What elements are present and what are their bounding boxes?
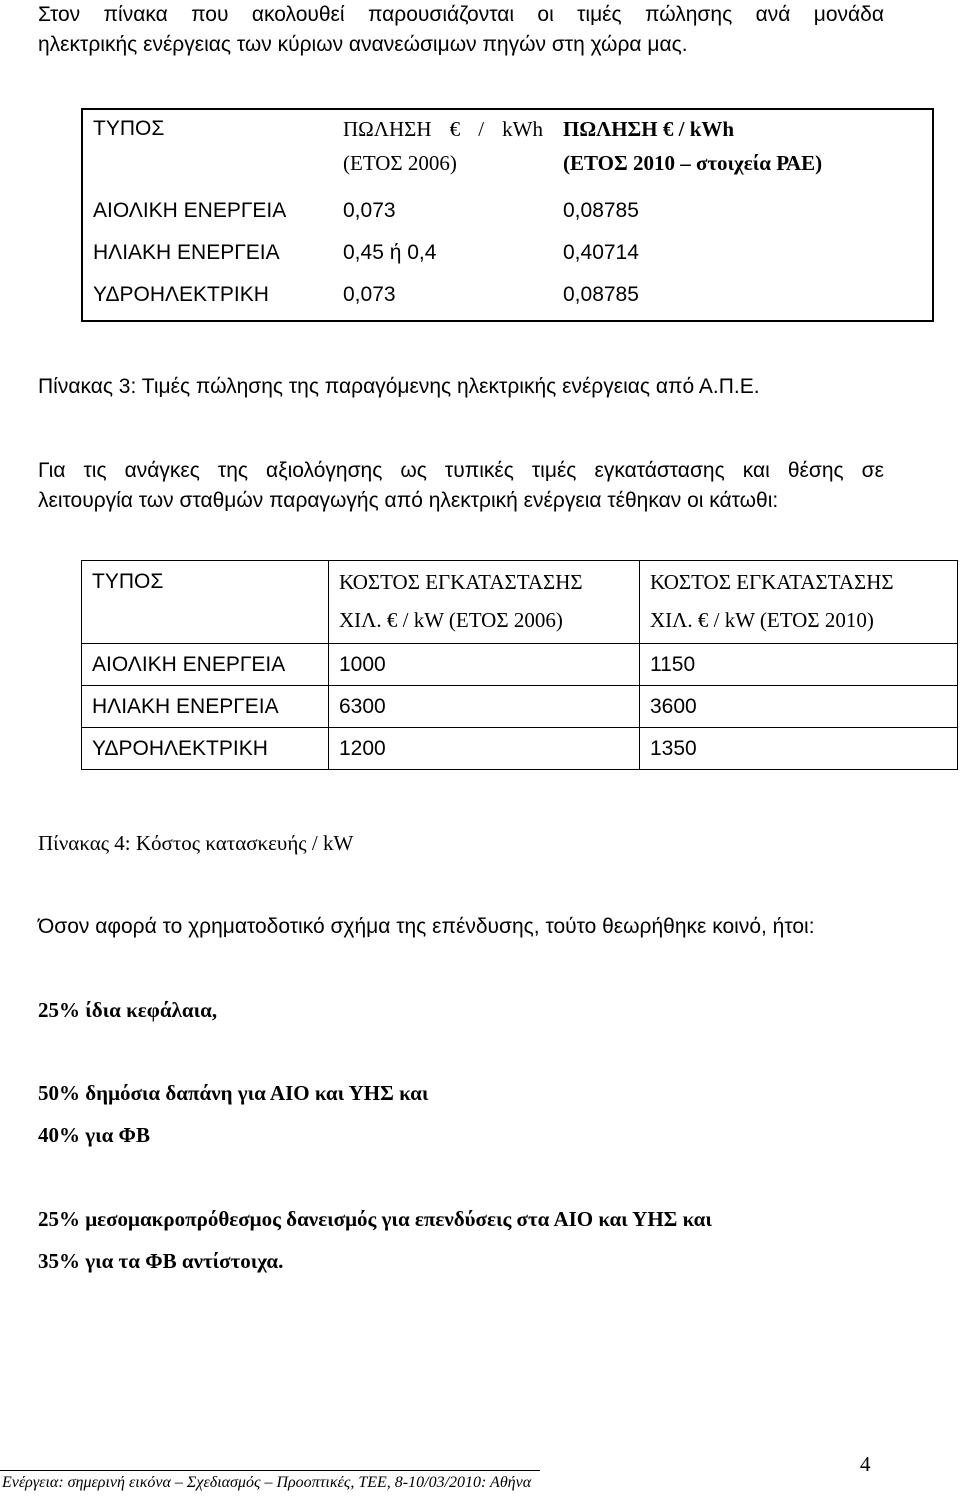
euro-icon: € bbox=[386, 608, 398, 632]
financing-equity: 25% ίδια κεφάλαια, bbox=[38, 998, 218, 1022]
euro-icon: € bbox=[662, 117, 674, 141]
header-cost-2010: ΚΟΣΤΟΣ ΕΓΚΑΤΑΣΤΑΣΗΣ ΧΙΛ. € / kW (ΕΤΟΣ 2010) bbox=[640, 561, 958, 644]
table-header-row bbox=[82, 109, 933, 190]
header-type: ΤΥΠΟΣ bbox=[82, 561, 329, 644]
footer-text: Ενέργεια: σημερινή εικόνα – Σχεδιασμός – Προοπτικές, ΤΕΕ, 8-10/03/2010: Αθήνα bbox=[2, 1474, 532, 1491]
header-sale-2010: ΠΩΛΗΣΗ € / kWh (ΕΤΟΣ 2010 – στοιχεία ΡΑΕ) bbox=[563, 117, 823, 175]
financing-loan-line-1: 25% μεσομακροπρόθεσμος δανεισμός για επενδύσεις στα ΑΙΟ και ΥΗΣ και bbox=[38, 1207, 712, 1231]
table-header-row bbox=[82, 561, 958, 644]
financing-subsidy-line-1: 50% δημόσια δαπάνη για ΑΙΟ και ΥΗΣ και bbox=[38, 1081, 429, 1105]
header-sale-2006: ΠΩΛΗΣΗ € / kWh (ΕΤΟΣ 2006) bbox=[333, 109, 553, 190]
page-number: 4 bbox=[860, 1452, 871, 1476]
para2-line-2: λειτουργία των σταθμών παραγωγής από ηλεκτρική ενέργεια τέθηκαν οι κάτωθι: bbox=[38, 489, 779, 512]
footer-divider bbox=[0, 1470, 540, 1471]
financing-subsidy-line-2: 40% για ΦΒ bbox=[38, 1123, 150, 1147]
evaluation-paragraph bbox=[38, 456, 884, 516]
header-type: ΤΥΠΟΣ bbox=[93, 117, 165, 140]
euro-icon: € bbox=[449, 117, 461, 141]
intro-line-1: Στον πίνακα που ακολουθεί παρουσιάζονται οι τιμές πώλησης ανά μονάδα bbox=[38, 3, 884, 26]
financing-intro: Όσον αφορά το χρηματοδοτικό σχήμα της επένδυσης, τούτο θεωρήθηκε κοινό, ήτοι: bbox=[38, 915, 815, 938]
table-row: ΥΔΡΟΗΛΕΚΤΡΙΚΗ 0,073 0,08785 bbox=[93, 283, 639, 306]
installation-cost-table bbox=[81, 560, 958, 770]
para2-line-1: Για τις ανάγκες της αξιολόγησης ως τυπικές τιμές εγκατάστασης και θέσης σε bbox=[38, 459, 884, 482]
table3-caption: Πίνακας 3: Τιμές πώλησης της παραγόμενης ηλεκτρικής ενέργειας από Α.Π.Ε. bbox=[38, 375, 760, 398]
header-cost-2006: ΚΟΣΤΟΣ ΕΓΚΑΤΑΣΤΑΣΗΣ ΧΙΛ. € / kW (ΕΤΟΣ 2006) bbox=[329, 561, 640, 644]
intro-paragraph bbox=[38, 0, 884, 60]
table-row: ΥΔΡΟΗΛΕΚΤΡΙΚΗ 1200 1350 bbox=[82, 728, 958, 770]
table-row: ΑΙΟΛΙΚΗ ΕΝΕΡΓΕΙΑ 1000 1150 bbox=[82, 644, 958, 686]
table-row: ΑΙΟΛΙΚΗ ΕΝΕΡΓΕΙΑ 0,073 0,08785 bbox=[93, 199, 639, 222]
euro-icon: € bbox=[697, 608, 709, 632]
table4-caption: Πίνακας 4: Κόστος κατασκευής / kW bbox=[38, 831, 354, 855]
intro-line-2: ηλεκτρικής ενέργειας των κύριων ανανεώσιμων πηγών στη χώρα μας. bbox=[38, 33, 688, 56]
sales-price-table bbox=[81, 108, 934, 322]
table-row: ΗΛΙΑΚΗ ΕΝΕΡΓΕΙΑ 0,45 ή 0,4 0,40714 bbox=[93, 241, 639, 264]
table-row: ΗΛΙΑΚΗ ΕΝΕΡΓΕΙΑ 6300 3600 bbox=[82, 686, 958, 728]
financing-loan-line-2: 35% για τα ΦΒ αντίστοιχα. bbox=[38, 1249, 284, 1273]
